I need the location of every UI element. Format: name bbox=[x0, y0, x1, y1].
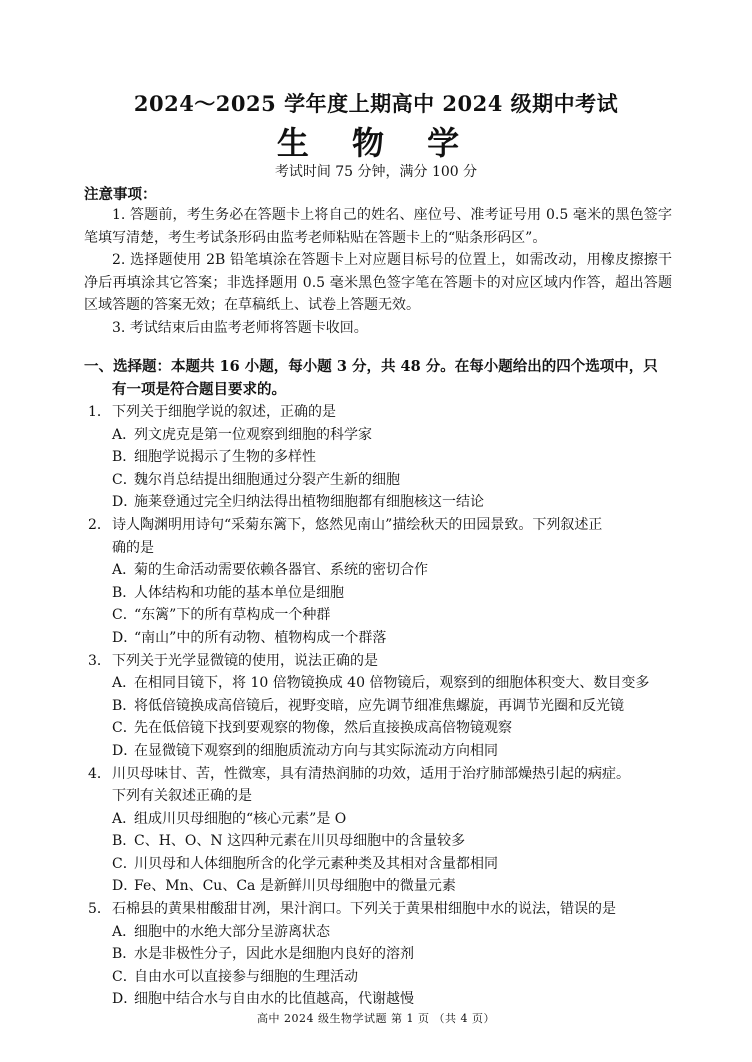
section-heading-line1: 一、选择题：本题共 16 小题，每小题 3 分，共 48 分。在每小题给出的四个选项中，只 bbox=[84, 358, 658, 375]
question-stem bbox=[88, 514, 674, 559]
option-d: D．施莱登通过完全归纳法得出植物细胞都有细胞核这一结论 bbox=[112, 494, 484, 511]
question-3 bbox=[88, 650, 674, 763]
section-heading bbox=[84, 355, 674, 401]
option-c: C．“东篱”下的所有草构成一个种群 bbox=[112, 607, 331, 624]
exam-title: 2024～2025 学年度上期高中 2024 级期中考试 bbox=[133, 91, 619, 116]
option-a: A．列文虎克是第一位观察到细胞的科学家 bbox=[112, 426, 372, 443]
question-4 bbox=[88, 763, 674, 899]
question-text-cont: 下列有关叙述正确的是 bbox=[112, 788, 252, 805]
notice-heading: 注意事项： bbox=[84, 186, 157, 203]
question-2 bbox=[88, 514, 674, 650]
notice-list bbox=[84, 204, 672, 339]
option-d: D．细胞中结合水与自由水的比值越高，代谢越慢 bbox=[112, 991, 414, 1008]
option-c: C．川贝母和人体细胞所含的化学元素种类及其相对含量都相同 bbox=[112, 855, 498, 872]
question-text: 下列关于光学显微镜的使用，说法正确的是 bbox=[112, 652, 378, 669]
question-number: 5． bbox=[88, 901, 111, 918]
question-stem bbox=[88, 898, 674, 921]
option-a: A．组成川贝母细胞的“核心元素”是 O bbox=[112, 810, 347, 827]
question-5 bbox=[88, 898, 674, 1011]
option-a: A．细胞中的水绝大部分呈游离状态 bbox=[112, 923, 330, 940]
question-text: 下列关于细胞学说的叙述，正确的是 bbox=[112, 404, 336, 420]
option-d: D．在显微镜下观察到的细胞质流动方向与其实际流动方向相同 bbox=[112, 742, 498, 759]
notice-item: 3. 考试结束后由监考老师将答题卡收回。 bbox=[112, 319, 368, 336]
question-stem bbox=[88, 650, 674, 673]
option-d: D．“南山”中的所有动物、植物构成一个群落 bbox=[112, 629, 387, 646]
option-b: B．人体结构和功能的基本单位是细胞 bbox=[112, 584, 344, 601]
option-b: B．水是非极性分子，因此水是细胞内良好的溶剂 bbox=[112, 946, 414, 963]
question-number: 4． bbox=[88, 765, 111, 782]
question-text: 诗人陶渊明用诗句“采菊东篱下，悠然见南山”描绘秋天的田园景致。下列叙述正 bbox=[112, 516, 603, 533]
option-a: A．菊的生命活动需要依赖各器官、系统的密切合作 bbox=[112, 562, 428, 579]
question-number: 3． bbox=[88, 652, 111, 669]
option-c: C．先在低倍镜下找到要观察的物像，然后直接换成高倍物镜观察 bbox=[112, 720, 512, 737]
notice-item: 2. 选择题使用 2B 铅笔填涂在答题卡上对应题目标号的位置上，如需改动，用橡皮擦擦干净后再填涂其它答案；非选择题用 0.5 毫米黑色签字笔在答题卡的对应区域内作答，超出答题区域答题的答案无效；在草稿纸上、试卷上答题无效。 bbox=[84, 252, 672, 313]
notice-item: 1. 答题前，考生务必在答题卡上将自己的姓名、座位号、准考证号用 0.5 毫米的黑色签字笔填写清楚，考生考试条形码由监考老师粘贴在答题卡上的“贴条形码区”。 bbox=[84, 207, 672, 246]
option-b: B．C、H、O、N 这四种元素在川贝母细胞中的含量较多 bbox=[112, 833, 466, 850]
option-a: A．在相同目镜下，将 10 倍物镜换成 40 倍物镜后，观察到的细胞体积变大、数目变多 bbox=[112, 675, 650, 692]
question-number: 2． bbox=[88, 516, 111, 533]
subject-title: 生 物 学 bbox=[276, 124, 476, 162]
question-text: 石棉县的黄果柑酸甜甘冽，果汁润口。下列关于黄果柑细胞中水的说法，错误的是 bbox=[112, 901, 616, 918]
question-text: 川贝母味甘、苦，性微寒，具有清热润肺的功效，适用于治疗肺部燥热引起的病症。 bbox=[112, 765, 630, 782]
option-d: D．Fe、Mn、Cu、Ca 是新鲜川贝母细胞中的微量元素 bbox=[112, 878, 456, 895]
question-list bbox=[88, 401, 674, 1011]
exam-info: 考试时间 75 分钟，满分 100 分 bbox=[274, 164, 478, 180]
question-number: 1． bbox=[88, 404, 111, 420]
question-stem bbox=[88, 401, 674, 424]
question-text-cont: 确的是 bbox=[112, 539, 154, 556]
question-1 bbox=[88, 401, 674, 514]
option-b: B．细胞学说揭示了生物的多样性 bbox=[112, 449, 316, 466]
option-c: C．自由水可以直接参与细胞的生理活动 bbox=[112, 968, 358, 985]
question-stem bbox=[88, 763, 674, 808]
option-c: C．魏尔肖总结提出细胞通过分裂产生新的细胞 bbox=[112, 471, 400, 488]
section-heading-line2: 有一项是符合题目要求的。 bbox=[112, 381, 286, 398]
option-b: B．将低倍镜换成高倍镜后，视野变暗，应先调节细准焦螺旋，再调节光圈和反光镜 bbox=[112, 697, 624, 714]
page-footer: 高中 2024 级生物学试题 第 1 页 （共 4 页） bbox=[257, 1012, 495, 1025]
